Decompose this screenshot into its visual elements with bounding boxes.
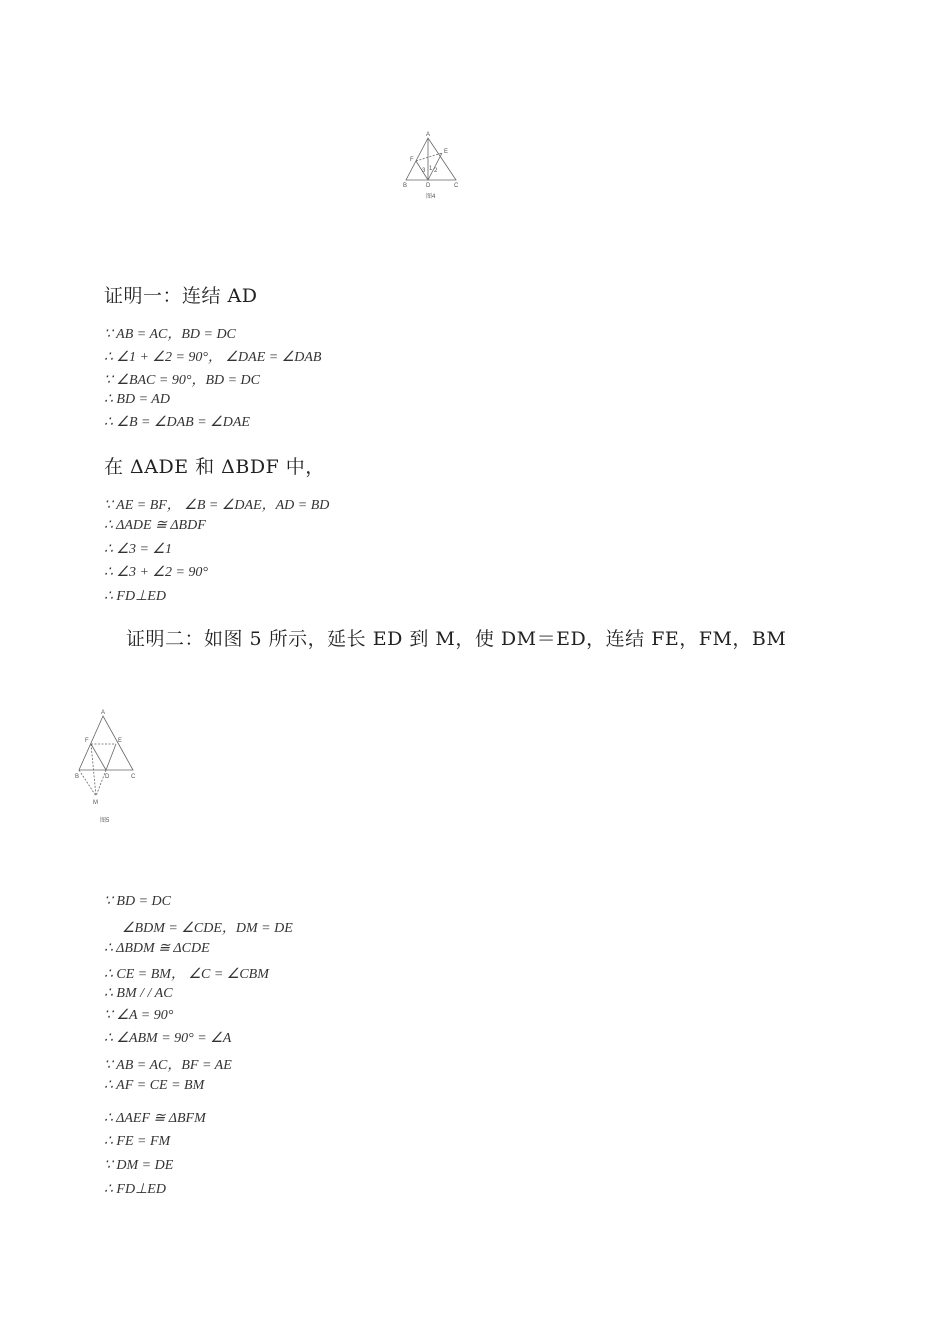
segment-bm [79, 770, 96, 796]
figure-4-caption: 图4 [426, 194, 436, 200]
proof-1-heading: 证明一：连结 AD [104, 285, 258, 307]
label-a: A [426, 132, 431, 138]
proof-2-line-5: ∴ BM / / AC [104, 986, 173, 1001]
angle-label-3: 3 [422, 168, 426, 174]
proof-2-line-11: ∴ FE = FM [104, 1134, 171, 1149]
proof-1-line-3: ∵ ∠BAC = 90°，BD = DC [104, 373, 261, 388]
label-b: B [75, 774, 80, 780]
segment-ed [106, 744, 116, 770]
proof-2-line-3: ∴ ΔBDM ≅ ΔCDE [104, 941, 210, 956]
proof-1-line-1: ∵ AB = AC，BD = DC [104, 327, 236, 342]
proof-2-line-6: ∵ ∠A = 90° [104, 1008, 174, 1023]
label-e: E [118, 738, 123, 744]
proof-1-line-4: ∴ BD = AD [104, 392, 170, 407]
figure-5-caption: 图5 [100, 818, 110, 824]
label-f: F [85, 738, 89, 744]
label-d: D [105, 774, 110, 780]
label-d: D [426, 183, 431, 189]
angle-label-1: 1 [429, 166, 433, 172]
proof-1-line-2: ∴ ∠1 + ∠2 = 90°， ∠DAE = ∠DAB [104, 350, 322, 365]
proof-2-line-9: ∴ AF = CE = BM [104, 1078, 205, 1093]
proof-1-step-1: ∵ AE = BF， ∠B = ∠DAE，AD = BD [104, 498, 330, 513]
label-f: F [410, 157, 414, 163]
angle-label-2: 2 [434, 168, 438, 174]
proof-2-line-8: ∵ AB = AC，BF = AE [104, 1058, 232, 1073]
proof-2-line-7: ∴ ∠ABM = 90° = ∠A [104, 1031, 232, 1046]
proof-1-subheading: 在 ΔADE 和 ΔBDF 中， [104, 456, 325, 478]
proof-2-line-12: ∵ DM = DE [104, 1158, 174, 1173]
proof-2-line-10: ∴ ΔAEF ≅ ΔBFM [104, 1111, 206, 1126]
proof-1-step-2: ∴ ΔADE ≅ ΔBDF [104, 518, 206, 533]
proof-2-line-2: ∠BDM = ∠CDE，DM = DE [122, 921, 293, 936]
label-m: M [93, 800, 98, 806]
label-b: B [403, 183, 408, 189]
label-a: A [101, 710, 106, 716]
proof-1-step-3: ∴ ∠3 = ∠1 [104, 542, 172, 557]
proof-2-line-4: ∴ CE = BM， ∠C = ∠CBM [104, 967, 269, 982]
proof-2-line-13: ∴ FD⊥ED [104, 1182, 166, 1197]
proof-2-heading: 证明二：如图 5 所示，延长 ED 到 M，使 DM＝ED，连结 FE，FM，BM [126, 628, 787, 650]
label-e: E [444, 149, 449, 155]
proof-1-step-4: ∴ ∠3 + ∠2 = 90° [104, 565, 209, 580]
proof-1-line-5: ∴ ∠B = ∠DAB = ∠DAE [104, 415, 250, 430]
figure-5 [72, 706, 144, 826]
figure-4 [398, 128, 468, 204]
label-c: C [454, 183, 459, 189]
proof-1-step-5: ∴ FD⊥ED [104, 589, 166, 604]
proof-2-line-1: ∵ BD = DC [104, 894, 171, 909]
label-c: C [131, 774, 136, 780]
